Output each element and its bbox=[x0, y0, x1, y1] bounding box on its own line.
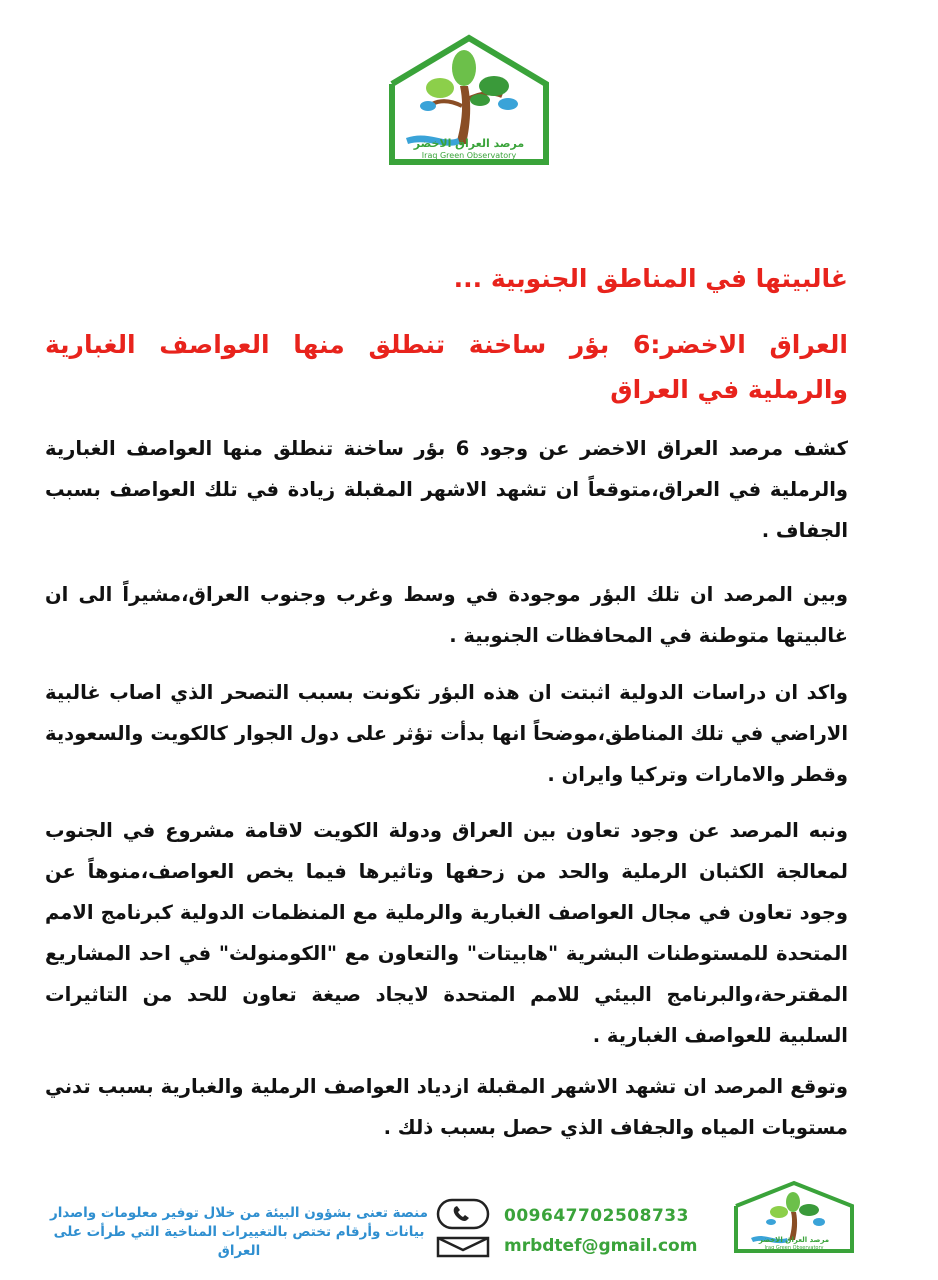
phone-icon bbox=[436, 1198, 490, 1230]
article-paragraph-5: وتوقع المرصد ان تشهد الاشهر المقبلة ازدياد العواصف الرملية والغبارية بسبب تدني مستويات المياه والجفاف الذي حصل بسبب ذلك . bbox=[45, 1075, 848, 1139]
contact-email[interactable]: mrbdtef@gmail.com bbox=[504, 1236, 698, 1256]
logo-bottom bbox=[733, 1180, 855, 1254]
article-paragraph-3: واكد ان دراسات الدولية اثبتت ان هذه البؤر تكونت بسبب التصحر الذي اصاب غالبية الاراضي في تلك المناطق،موضحاً انها بدأت تؤثر على دول الجوار كالكويت والسعودية وقطر والامارات وتركيا وايران . bbox=[45, 681, 848, 786]
logo-top bbox=[388, 34, 550, 166]
logo-bottom-name-en: Iraq Green Observatory bbox=[764, 1245, 824, 1251]
article-paragraph-1: كشف مرصد العراق الاخضر عن وجود 6 بؤر ساخنة تنطلق منها العواصف الغبارية والرملية في العراق،متوقعاً ان تشهد الاشهر المقبلة زيادة في تلك العواصف بسبب الجفاف . bbox=[45, 437, 848, 542]
article-paragraph-2: وبين المرصد ان تلك البؤر موجودة في وسط وغرب وجنوب العراق،مشيراً الى ان غالبيتها متوطنة في المحافظات الجنوبية . bbox=[45, 583, 848, 647]
logo-top-name-ar: مرصد العراق الاخضر bbox=[413, 137, 525, 150]
headline-primary: غالبيتها في المناطق الجنوبية ... bbox=[453, 264, 848, 293]
contact-phone[interactable]: 009647702508733 bbox=[504, 1206, 689, 1226]
article-paragraph-4: ونبه المرصد عن وجود تعاون بين العراق ودولة الكويت لاقامة مشروع في الجنوب لمعالجة الكثبان الرملية والحد من زحفها وتاثيرها فيما يخص العواصف،منوهاً عن وجود تعاون في مجال العواصف الغبارية والرملية مع المنظمات الدولية كبرنامج الامم المتحدة للمستوطنات البشرية "هابيتات" والتعاون مع "الكومنولث" في احد المشاريع المقترحة،والبرنامج البيئي للامم المتحدة لايجاد صيغة تعاون للحد من التاثيرات السلبية للعواصف الغبارية . bbox=[45, 819, 848, 1047]
mail-icon bbox=[436, 1236, 490, 1258]
logo-bottom-name-ar: مرصد العراق الاخضر bbox=[758, 1236, 830, 1244]
footer-tagline: منصة تعنى بشؤون البيئة من خلال توفير معلومات واصدار بيانات وأرقام تختص بالتغييرات المناخية التي طرأت على العراق bbox=[49, 1205, 429, 1259]
headline-secondary: العراق الاخضر:6 بؤر ساخنة تنطلق منها العواصف الغبارية والرملية في العراق bbox=[45, 330, 848, 404]
logo-top-name-en: Iraq Green Observatory bbox=[421, 151, 517, 160]
